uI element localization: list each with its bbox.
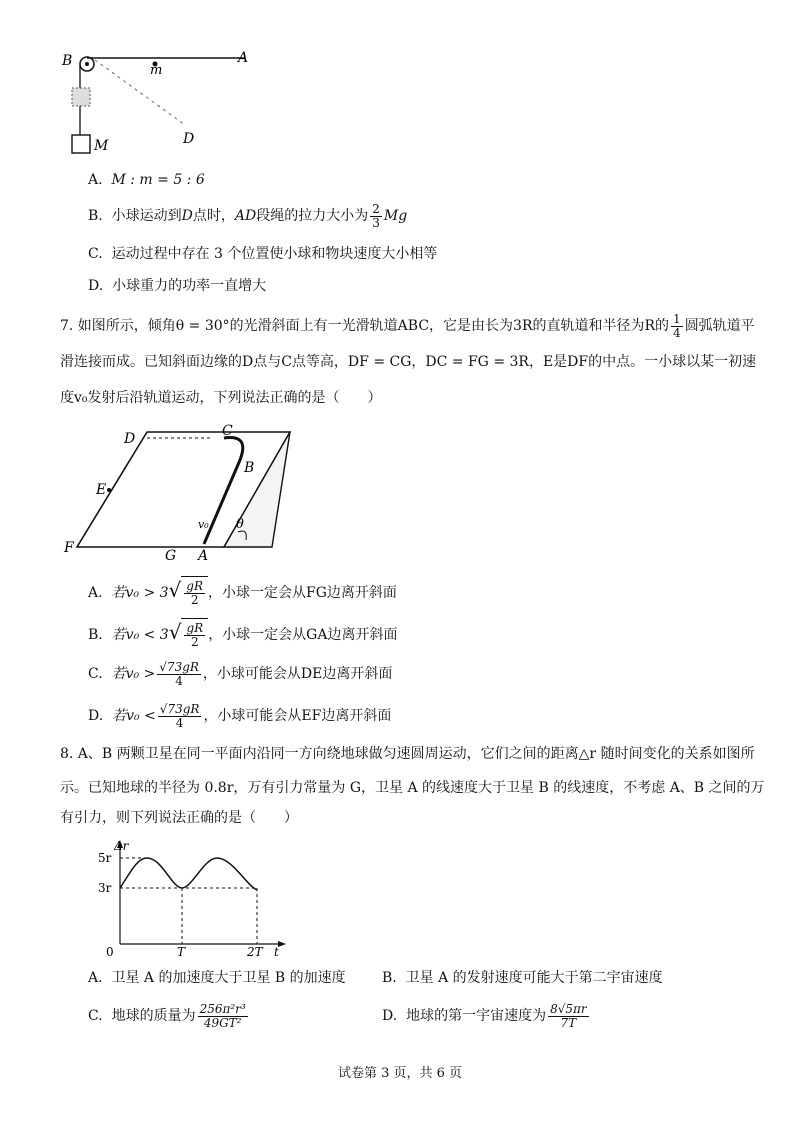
pulley-diagram [60, 40, 260, 160]
svg-text:C: C [222, 423, 233, 439]
q6-option-a[interactable]: A. M : m = 5 : 6 [88, 172, 205, 188]
q7-stem-line1: 7. 如图所示，倾角θ = 30°的光滑斜面上有一光滑轨道ABC，它是由长为3R的直轨道和半径为R的 $\frac{1}{4}$ 圆弧轨道平 [60, 311, 755, 340]
q7-option-a[interactable]: A. 若v₀ > 3√ $\frac{gR}{2}$ ，小球一定会从FG边离开斜面 [88, 574, 397, 609]
q8-graph [92, 838, 292, 958]
q8-option-b[interactable]: B. 卫星 A 的发射速度可能大于第二宇宙速度 [382, 970, 663, 986]
svg-text:A: A [238, 50, 249, 66]
svg-text:m: m [150, 63, 163, 78]
q8-option-c[interactable]: C. 地球的质量为 $\frac{\text{256π²r³}}{\text{49GT²}}$ [88, 1001, 246, 1030]
delta-r-curve [120, 858, 257, 890]
svg-text:T: T [177, 945, 186, 958]
q6-option-d[interactable]: D. 小球重力的功率一直增大 [88, 278, 267, 294]
ghost-block [72, 88, 90, 106]
svg-text:D: D [183, 131, 195, 147]
q6-option-c[interactable]: C. 运动过程中存在 3 个位置使小球和物块速度大小相等 [88, 246, 438, 262]
incline-diagram [62, 420, 322, 565]
q8-stem-line2: 示。已知地球的半径为 0.8r，万有引力常量为 G，卫星 A 的线速度大于卫星 B 的线速度，不考虑 A、B 之间的万 [60, 780, 765, 796]
q7-figure [62, 420, 322, 565]
svg-text:B: B [244, 460, 255, 476]
svg-text:G: G [165, 548, 177, 564]
svg-text:B: B [62, 53, 73, 69]
svg-text:3r: 3r [98, 881, 112, 895]
distance-time-graph [92, 838, 292, 958]
svg-text:D: D [124, 431, 136, 447]
block-M [72, 135, 90, 153]
q6-figure [60, 40, 260, 160]
q8-stem-line3: 有引力，则下列说法正确的是（ ） [60, 810, 298, 826]
q7-stem-line3: 度v₀发射后沿轨道运动，下列说法正确的是（ ） [60, 390, 382, 406]
svg-text:A: A [198, 548, 209, 564]
svg-text:0: 0 [106, 945, 114, 958]
svg-text:Δr: Δr [114, 839, 129, 853]
page-footer: 试卷第 3 页，共 6 页 [337, 1066, 463, 1081]
svg-text:E: E [96, 482, 107, 498]
q7-option-b[interactable]: B. 若v₀ < 3√ $\frac{gR}{2}$ ，小球一定会从GA边离开斜面 [88, 616, 397, 651]
q8-option-a[interactable]: A. 卫星 A 的加速度大于卫星 B 的加速度 [88, 970, 346, 986]
svg-text:2T: 2T [247, 945, 263, 958]
q6-option-b[interactable]: B. 小球运动到D点时，AD段绳的拉力大小为 $\frac{2}{3}$ Mg [88, 201, 408, 230]
svg-text:M: M [94, 138, 109, 154]
svg-text:5r: 5r [98, 851, 112, 865]
q8-stem-line1: 8. A、B 两颗卫星在同一平面内沿同一方向绕地球做匀速圆周运动，它们之间的距离△r 随时间变化的关系如图所 [60, 746, 755, 762]
q7-stem-line2: 滑连接而成。已知斜面边缘的D点与C点等高，DF = CG，DC = FG = 3R，E是DF的中点。一小球以某一初速 [60, 354, 757, 370]
q8-option-d[interactable]: D. 地球的第一宇宙速度为 $\frac{8√5\pi r}{7T}$ [382, 1001, 587, 1030]
svg-text:v₀: v₀ [198, 518, 209, 531]
svg-text:F: F [64, 540, 74, 556]
q7-option-d[interactable]: D. 若v₀ < $\frac{√73gR}{4}$ ，小球可能会从EF边离开斜面 [88, 701, 392, 730]
svg-text:θ: θ [236, 517, 244, 532]
svg-text:t: t [274, 945, 279, 958]
q7-option-c[interactable]: C. 若v₀ > $\frac{√73gR}{4}$ ，小球可能会从DE边离开斜面 [88, 659, 393, 688]
